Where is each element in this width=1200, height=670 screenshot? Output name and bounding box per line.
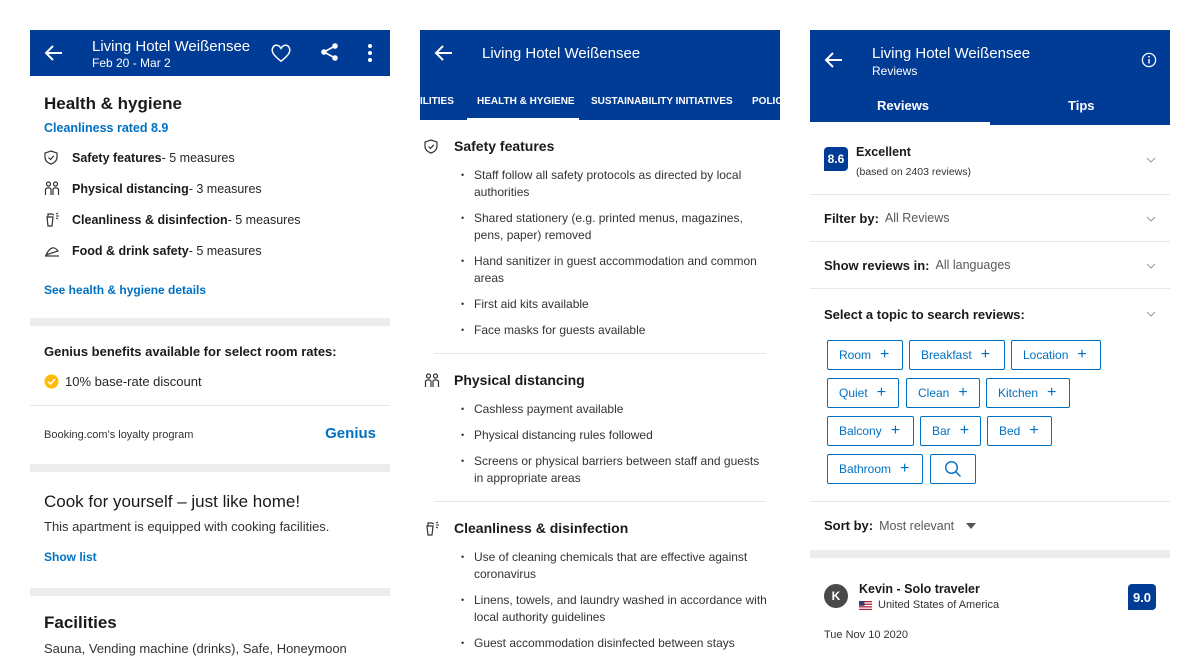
more-options-icon[interactable]: [366, 43, 374, 63]
health-title: Health & hygiene: [44, 94, 182, 113]
app-bar: [810, 30, 1170, 125]
tab-bar: [420, 76, 783, 120]
tab-indicator: [467, 118, 579, 121]
section-title: Physical distancing: [420, 372, 780, 388]
list-item: • First aid kits available: [420, 296, 780, 313]
section-divider: [30, 464, 390, 472]
score-count: (based on 2403 reviews): [856, 166, 971, 178]
hotel-title: Living Hotel Weißensee: [482, 45, 641, 62]
topic-label: Select a topic to search reviews:: [824, 307, 1025, 322]
genius-title: Genius benefits available for select room rates:: [44, 344, 337, 359]
chevron-down-icon: [1146, 214, 1156, 224]
health-hygiene-screen: [420, 30, 783, 650]
info-icon[interactable]: [1141, 52, 1157, 68]
tab-facilities[interactable]: ILITIES: [420, 96, 454, 107]
safety-section: [420, 120, 780, 339]
genius-section: [30, 326, 390, 464]
measure-item[interactable]: Cleanliness & disinfection - 5 measures: [44, 204, 374, 235]
list-item: • Use of cleaning chemicals that are effective against coronavirus: [420, 549, 780, 583]
topic-chip-breakfast[interactable]: Breakfast +: [909, 340, 1005, 370]
sort-value: Most relevant: [879, 518, 955, 533]
tab-reviews[interactable]: Reviews: [877, 98, 930, 113]
list-item: • Face masks for guests available: [420, 322, 780, 339]
cleanliness-rating: Cleanliness rated 8.9: [44, 121, 169, 135]
measure-item[interactable]: Food & drink safety - 5 measures: [44, 235, 374, 266]
heart-icon[interactable]: [269, 43, 293, 63]
list-item: • Screens or physical barriers between staff and guests in appropriate areas: [420, 453, 780, 487]
review-card[interactable]: [810, 558, 1170, 641]
shield-icon: [424, 139, 438, 154]
section-divider: [30, 318, 390, 326]
people-icon: [424, 373, 440, 388]
spray-icon: [424, 521, 440, 536]
loyalty-text: Booking.com's loyalty program: [44, 429, 194, 441]
chevron-down-icon: [1146, 309, 1156, 319]
tab-health-hygiene[interactable]: HEALTH & HYGIENE: [477, 96, 575, 107]
section-divider: [30, 588, 390, 596]
spray-icon: [44, 212, 60, 227]
score-label: Excellent: [856, 145, 911, 159]
section-title: Cleanliness & disinfection: [420, 520, 780, 536]
facilities-section: [30, 596, 390, 656]
avatar: K: [824, 584, 848, 608]
chevron-down-icon: [1146, 155, 1156, 165]
topic-chip-bar[interactable]: Bar +: [920, 416, 981, 446]
list-item: • Linens, towels, and laundry washed in accordance with local authority guidelines: [420, 592, 780, 626]
back-arrow-icon[interactable]: [822, 48, 846, 72]
topic-chip-bed[interactable]: Bed +: [987, 416, 1052, 446]
topic-chip-kitchen[interactable]: Kitchen +: [986, 378, 1070, 408]
topic-chip-room[interactable]: Room +: [827, 340, 903, 370]
food-icon: [44, 243, 60, 258]
cook-text: This apartment is equipped with cooking facilities.: [44, 519, 330, 534]
reviewer-name: Kevin - Solo traveler: [859, 582, 980, 596]
measures-list: [44, 142, 374, 266]
screen-subtitle: Reviews: [872, 64, 918, 78]
review-date: Tue Nov 10 2020: [824, 629, 908, 641]
divider: [30, 405, 390, 406]
hotel-overview-screen: [30, 30, 390, 656]
cook-section: [30, 472, 390, 588]
measure-item[interactable]: Safety features - 5 measures: [44, 142, 374, 173]
genius-benefit: 10% base-rate discount: [44, 374, 202, 389]
health-details-link[interactable]: See health & hygiene details: [44, 283, 207, 297]
distancing-section: [420, 354, 780, 487]
show-list-link[interactable]: Show list: [44, 550, 97, 564]
topic-search-button[interactable]: [930, 454, 976, 484]
list-item: • Shared stationery (e.g. printed menus, magazines, pens, paper) removed: [420, 210, 780, 244]
topic-chip-bathroom[interactable]: Bathroom +: [827, 454, 923, 484]
app-bar: [30, 30, 390, 76]
cook-title: Cook for yourself – just like home!: [44, 492, 301, 511]
tab-tips[interactable]: Tips: [1068, 98, 1095, 113]
topic-chip-clean[interactable]: Clean +: [906, 378, 980, 408]
chevron-down-icon: [1146, 261, 1156, 271]
tab-policies[interactable]: POLIC: [752, 96, 783, 107]
genius-logo: Genius: [325, 425, 376, 442]
topic-chip-quiet[interactable]: Quiet +: [827, 378, 899, 408]
language-row[interactable]: Show reviews in: All languages: [810, 242, 1170, 289]
hotel-title: Living Hotel Weißensee: [92, 38, 251, 55]
share-icon[interactable]: [320, 42, 340, 62]
facilities-list: Sauna, Vending machine (drinks), Safe, Honeymoon: [44, 641, 347, 656]
hotel-title: Living Hotel Weißensee: [872, 45, 1031, 62]
cleanliness-section: [420, 502, 780, 652]
back-arrow-icon[interactable]: [432, 41, 456, 65]
topic-chip-location[interactable]: Location +: [1011, 340, 1101, 370]
stay-dates: Feb 20 - Mar 2: [92, 56, 171, 70]
dropdown-triangle-icon: [966, 523, 976, 529]
facilities-title: Facilities: [44, 613, 117, 632]
measure-item[interactable]: Physical distancing - 3 measures: [44, 173, 374, 204]
score-badge: 8.6: [824, 147, 848, 171]
sort-label: Sort by:: [824, 518, 874, 533]
list-item: • Hand sanitizer in guest accommodation and common areas: [420, 253, 780, 287]
us-flag-icon: [859, 601, 872, 610]
list-item: • Cashless payment available: [420, 401, 780, 418]
search-icon: [944, 460, 962, 478]
check-circle-icon: [44, 374, 59, 389]
shield-icon: [44, 150, 58, 165]
list-item: • Guest accommodation disinfected between stays: [420, 635, 780, 652]
score-row[interactable]: [810, 125, 1170, 195]
back-arrow-icon[interactable]: [42, 41, 66, 65]
section-title: Safety features: [420, 138, 780, 154]
list-item: • Staff follow all safety protocols as directed by local authorities: [420, 167, 780, 201]
reviewer-country: United States of America: [859, 599, 999, 611]
review-score-badge: 9.0: [1128, 584, 1156, 610]
sort-row[interactable]: [810, 502, 1170, 550]
health-section: [30, 76, 390, 318]
list-item: • Physical distancing rules followed: [420, 427, 780, 444]
tab-sustainability[interactable]: SUSTAINABILITY INITIATIVES: [591, 96, 733, 107]
app-bar: [420, 30, 780, 76]
people-icon: [44, 181, 60, 196]
topic-chip-balcony[interactable]: Balcony +: [827, 416, 914, 446]
reviews-screen: [810, 30, 1170, 640]
filter-row[interactable]: Filter by: All Reviews: [810, 195, 1170, 242]
section-divider: [810, 550, 1170, 558]
topic-section: [810, 289, 1170, 502]
